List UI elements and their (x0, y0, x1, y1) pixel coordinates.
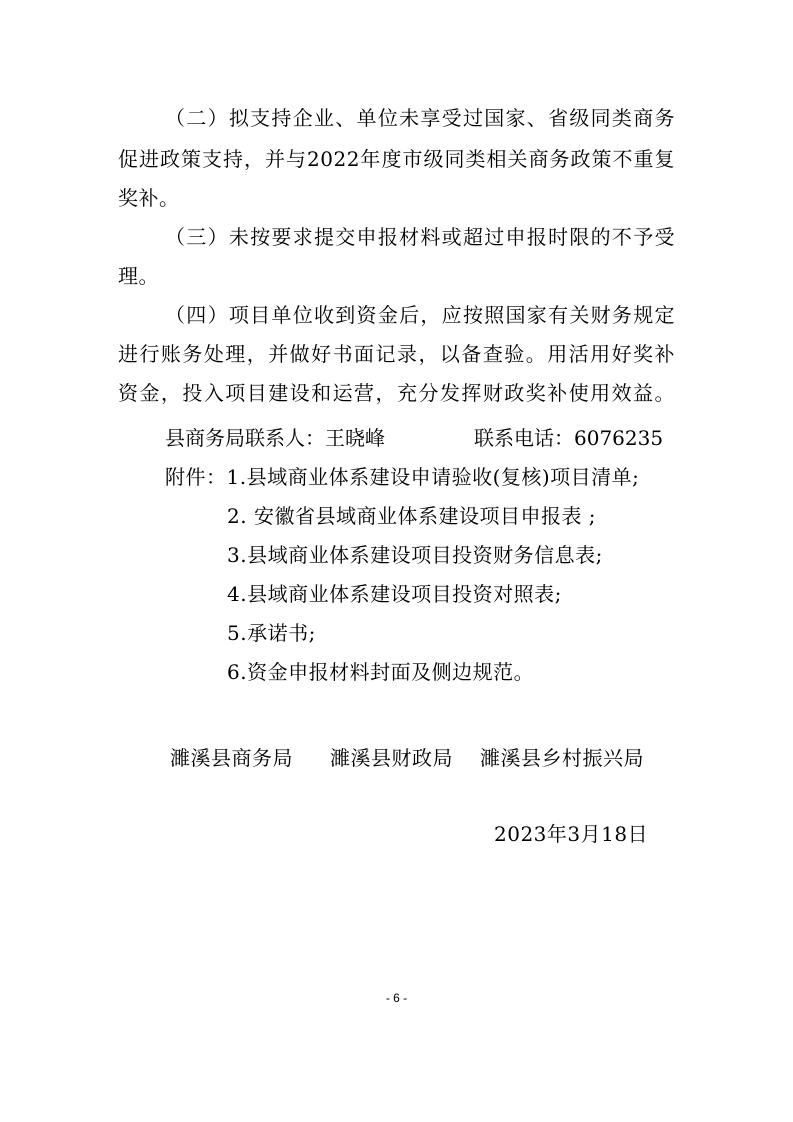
attachment-item-1: 附件：1.县域商业体系建设申请验收(复核)项目清单; (165, 465, 640, 489)
attachment-item-6: 6.资金申报材料封面及侧边规范。 (227, 660, 535, 684)
attachment-item-4: 4.县域商业体系建设项目投资对照表; (227, 582, 562, 606)
para4-line3: 资金，投入项目建设和运营，充分发挥财政奖补使用效益。 (118, 381, 675, 405)
para4-line2: 进行账务处理，并做好书面记录，以备查验。用活用好奖补 (118, 342, 675, 366)
signatory-finance-bureau: 濉溪县财政局 (330, 746, 453, 770)
para4-line1: （四）项目单位收到资金后，应按照国家有关财务规定 (165, 303, 675, 327)
contact-person: 县商务局联系人：王晓峰 (165, 426, 385, 450)
signatory-rural-revitalization-bureau: 濉溪县乡村振兴局 (480, 746, 644, 770)
para2-line1: （二）拟支持企业、单位未享受过国家、省级同类商务 (165, 106, 675, 130)
attachment-item-2: 2. 安徽省县域商业体系建设项目申报表 ; (227, 504, 597, 528)
attachment-item-3: 3.县域商业体系建设项目投资财务信息表; (227, 543, 603, 567)
para3-line1: （三）未按要求提交申报材料或超过申报时限的不予受 (165, 225, 675, 249)
para2-line2: 促进政策支持，并与2022年度市级同类相关商务政策不重复 (118, 147, 675, 171)
para3-line2: 理。 (118, 264, 159, 288)
page-number: - 6 - (385, 991, 408, 1005)
signatory-commerce-bureau: 濉溪县商务局 (170, 746, 293, 770)
attachment-item-5: 5.承诺书; (227, 621, 316, 645)
contact-phone: 联系电话：6076235 (474, 426, 664, 450)
issue-date: 2023年3月18日 (494, 822, 649, 846)
para2-line3: 奖补。 (118, 186, 180, 210)
